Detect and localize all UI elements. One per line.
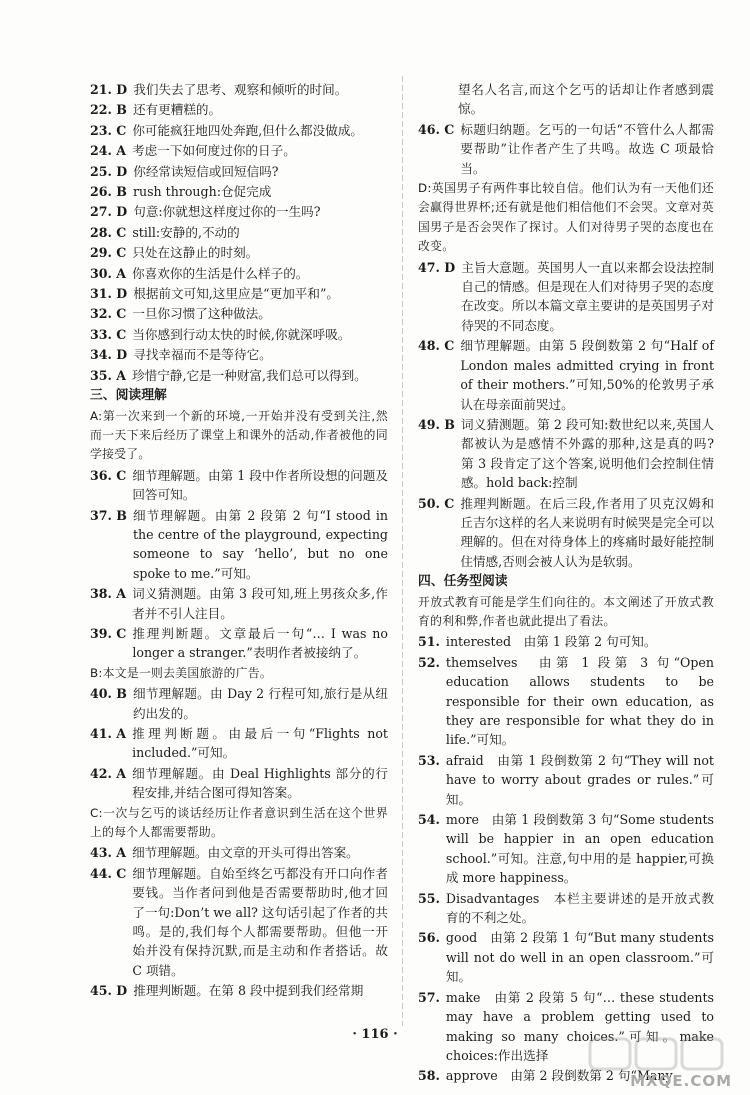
answer-text: 细节理解题。由 Deal Highlights 部分的行程安排,并结合图可得知答案。 (132, 765, 388, 801)
answer-text: 词义猜测题。由第 3 段可知,班上男孩众多,作者并不引人注目。 (132, 586, 388, 621)
answer-number: 52. (418, 654, 440, 670)
answer-item (90, 202, 388, 221)
answer-text: good 由第 2 段第 1 句“But many students will not do well in an open classroom.”可知。 (445, 930, 714, 985)
answer-item (418, 928, 714, 986)
passage-summary: A:第一次来到一个新的环境,一开始并没有受到关注,然而一天下来后经历了课堂上和课外的活动,作者被他的同学接受了。 (90, 408, 388, 462)
answer-text: 还有更糟糕的。 (132, 102, 222, 118)
answer-number: 35. A (90, 367, 127, 383)
answer-number: 21. D (90, 82, 128, 97)
answer-item (90, 981, 388, 1000)
answer-number: 28. C (90, 224, 127, 240)
answer-text: 你可能疯狂地四处奔跑,但什么都没做成。 (132, 122, 364, 138)
answer-number: 24. A (90, 143, 127, 159)
answer-number: 57. (418, 989, 440, 1005)
answer-item (90, 843, 388, 862)
answer-item (418, 889, 714, 928)
answer-text: 寻找幸福而不是等待它。 (133, 347, 272, 363)
answer-item (90, 624, 388, 663)
answer-number: 30. A (90, 265, 127, 281)
answer-item (90, 243, 388, 262)
answer-item (90, 100, 388, 119)
answer-text: 细节理解题。由文章的开头可得出答案。 (132, 845, 359, 861)
answer-item (90, 864, 388, 980)
answer-number: 49. B (418, 416, 455, 432)
answer-text: 推理判断题。在后三段,作者用了贝克汉姆和丘吉尔这样的名人来说明有时候哭是完全可以理解的。但在对待身体上的疼痛时最好能控制住情感,否则会被人认为是软弱。 (460, 495, 714, 569)
answer-number: 26. B (90, 184, 127, 200)
answer-item (418, 120, 714, 178)
answer-item (418, 751, 714, 809)
answer-item (418, 415, 714, 493)
answer-number: 55. (418, 890, 440, 906)
answer-number: 53. (418, 752, 440, 768)
answer-item (90, 325, 388, 344)
answer-number: 56. (418, 930, 440, 946)
answer-text: still:安静的,不动的 (132, 224, 240, 240)
answer-number: 38. A (90, 586, 127, 602)
answer-number: 48. C (418, 338, 455, 354)
answer-number: 42. A (90, 765, 127, 781)
answer-item (90, 264, 388, 283)
watermark-text: MXQE.COM (630, 1072, 732, 1090)
answer-item (90, 162, 388, 181)
answer-number: 37. B (90, 507, 127, 523)
answer-number: 22. B (90, 102, 127, 118)
answer-number: 43. A (90, 845, 127, 861)
answer-text: 细节理解题。自始至终乞丐都没有开口向作者要钱。当作者问到他是否需要帮助时,他才回了一句:Don’t we all? 这句话引起了作者的共鸣。是的,我们每个人都需要帮助。但他一开始并没有保持沉默,而是主动和作者搭话。故 C 项错。 (132, 865, 388, 978)
answer-item (90, 80, 388, 99)
passage-summary: 开放式教育可能是学生们向往的。本文阐述了开放式教育的利和弊,作者也就此提出了看法。 (418, 594, 714, 628)
answer-number: 51. (418, 634, 440, 650)
answer-number: 40. B (90, 686, 127, 702)
answer-text: 细节理解题。由第 5 段倒数第 2 句“Half of London males admitted crying in front of their mothers.”可知,50%的伦敦男子承认在母亲面前哭过。 (460, 338, 714, 412)
answer-text: 细节理解题。由第 2 段第 2 句“I stood in the centre of the playground, expecting someone to say ‘hello’, but no one spoke to me.”可知。 (132, 507, 388, 581)
answer-text: approve 由第 2 段倒数第 2 句“Many (445, 1068, 673, 1084)
answer-text: afraid 由第 1 段倒数第 2 句“They will not have to worry about grades or rules.”可知。 (445, 752, 714, 807)
answer-text: 推理判断题。由最后一句“Flights not included.”可知。 (132, 726, 388, 761)
answer-text: 根据前文可知,这里应是“更加平和”。 (133, 286, 340, 302)
passage-summary: B:本文是一则去美国旅游的广告。 (90, 665, 273, 680)
answer-text: 你喜欢你的生活是什么样子的。 (132, 265, 309, 281)
answer-text: 标题归纳题。乞丐的一句话“不管什么人都需要帮助”让作者产生了共鸣。故选 C 项最恰当。 (460, 121, 714, 176)
answer-item (90, 506, 388, 584)
answer-item (90, 304, 388, 323)
continued-text: 望名人名言,而这个乞丐的话却让作者感到震惊。 (458, 82, 714, 117)
answer-number: 33. C (90, 326, 127, 342)
answer-item (90, 223, 388, 242)
answer-text: 珍惜宁静,它是一种财富,我们总可以得到。 (132, 367, 367, 383)
answer-item (90, 284, 388, 303)
answer-number: 50. C (418, 495, 455, 511)
answer-number: 45. D (90, 983, 128, 999)
answer-text: Disadvantages 本栏主要讲述的是开放式教育的不利之处。 (445, 890, 714, 926)
answer-text: rush through:仓促完成 (132, 184, 272, 200)
answer-text: interested 由第 1 段第 2 句可知。 (445, 634, 657, 650)
answer-item (418, 632, 714, 651)
answer-text: 推理判断题。文章最后一句“… I was no longer a stranger.”表明作者被接纳了。 (132, 625, 388, 661)
answer-item (418, 336, 714, 414)
answer-number: 29. C (90, 245, 127, 261)
answer-text: 句意:你就想这样度过你的一生吗? (133, 204, 321, 220)
answer-number: 58. (418, 1068, 440, 1084)
answer-item (90, 466, 388, 505)
answer-item (90, 764, 388, 803)
answer-text: 细节理解题。由 Day 2 行程可知,旅行是从纽约出发的。 (132, 686, 388, 721)
answer-item (90, 584, 388, 623)
answer-text: 你经常读短信或回短信吗? (133, 163, 279, 179)
answer-text: more 由第 1 段倒数第 3 句“Some students will be happier in an open education school.”可知。注意,句中用的是 happier,可换成 more happiness。 (445, 812, 714, 886)
right-column (418, 80, 714, 1087)
answer-item (90, 345, 388, 364)
section-heading: 三、阅读理解 (90, 388, 167, 404)
section-heading: 四、任务型阅读 (418, 574, 508, 590)
answer-text: themselves 由第 1 段第 3 句“Open education allows students to be responsible for their own education, as they are responsible for what they do in life.”可知。 (445, 654, 714, 748)
answer-number: 54. (418, 812, 440, 828)
answer-item (418, 810, 714, 888)
answer-text: 只处在这静止的时刻。 (132, 245, 259, 261)
page-number: · 116 · (352, 1027, 398, 1042)
answer-item (90, 182, 388, 201)
answer-item (90, 684, 388, 723)
answer-text: 细节理解题。由第 1 段中作者所设想的问题及回答可知。 (132, 467, 388, 503)
answer-number: 23. C (90, 122, 127, 138)
answer-number: 34. D (90, 347, 128, 363)
answer-text: 主旨大意题。英国男人一直以来都会设法控制自己的情感。但是现在人们对待男子哭的态度在改变。所以本篇文章主要讲的是英国男子对待哭的不同态度。 (461, 259, 714, 333)
left-column (90, 80, 388, 1002)
answer-number: 25. D (90, 163, 128, 179)
answer-text: 推理判断题。在第 8 段中提到我们经常期 (133, 983, 364, 999)
answer-item (90, 724, 388, 763)
answer-number: 46. C (418, 121, 455, 137)
answer-number: 44. C (90, 865, 127, 881)
answer-item (90, 141, 388, 160)
answer-number: 39. C (90, 625, 127, 641)
answer-number: 27. D (90, 204, 128, 220)
passage-summary: C:一次与乞丐的谈话经历让作者意识到生活在这个世界上的每个人都需要帮助。 (90, 805, 388, 840)
answer-text: 当你感到行动太快的时候,你就深呼吸。 (132, 326, 351, 342)
answer-number: 36. C (90, 467, 127, 483)
answer-item (90, 121, 388, 140)
answer-text: 词义猜测题。第 2 段可知:数世纪以来,英国人都被认为是感情不外露的那种,这是真的吗? 第 3 段肯定了这个答案,说明他们会控制住情感。hold back:控制 (460, 416, 714, 491)
passage-summary: D:英国男子有两件事比较自信。他们认为有一天他们还会赢得世界杯;还有就是他们相信他们不会哭。文章对英国男子是否会哭作了探讨。人们对待男子哭的态度也在改变。 (418, 181, 714, 254)
answer-item (418, 494, 714, 572)
answer-text: make 由第 2 段第 5 句“… these students may have a problem getting used to making so many choices.”可知。make choices:作出选择 (445, 989, 714, 1063)
answer-item (418, 258, 714, 336)
answer-text: 我们失去了思考、观察和倾听的时间。 (133, 82, 348, 97)
answer-number: 47. D (418, 259, 456, 275)
answer-item (90, 366, 388, 385)
answer-item (418, 653, 714, 750)
answer-text: 考虑一下如何度过你的日子。 (132, 143, 296, 159)
answer-number: 32. C (90, 306, 127, 322)
answer-number: 41. A (90, 726, 127, 741)
column-divider (402, 76, 403, 1026)
answer-number: 31. D (90, 286, 128, 302)
answer-text: 一旦你习惯了这种做法。 (132, 306, 271, 322)
